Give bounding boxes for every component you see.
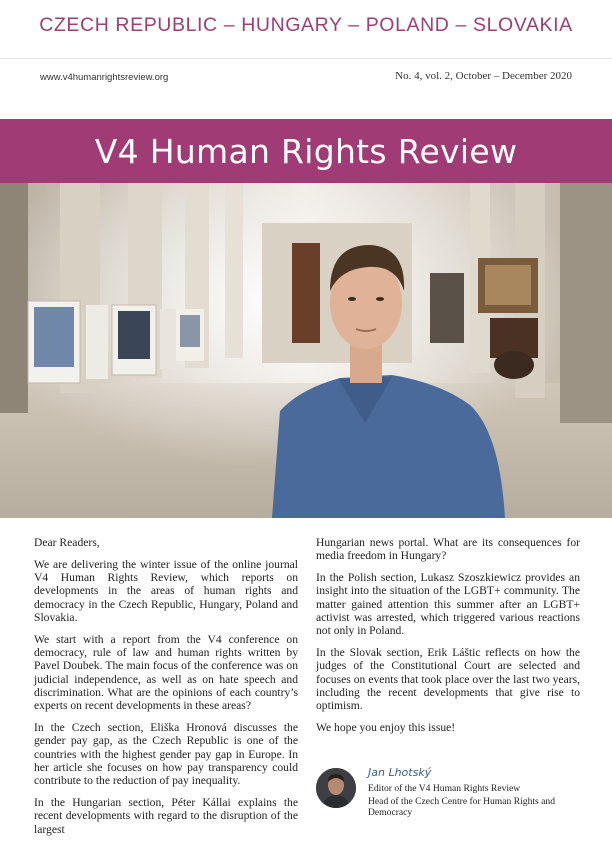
title-band bbox=[0, 119, 612, 183]
signature-name: Jan Lhotský bbox=[368, 766, 432, 779]
signature-position: Head of the Czech Centre for Human Rights and Democracy bbox=[368, 796, 556, 818]
paragraph: Hungarian news portal. What are its consequences for media freedom in Hungary? bbox=[316, 536, 580, 563]
signature-block bbox=[316, 766, 586, 818]
signature-role: Editor of the V4 Human Rights Review bbox=[368, 783, 521, 794]
column-right bbox=[316, 536, 580, 743]
author-avatar-icon bbox=[316, 768, 356, 808]
avatar bbox=[316, 768, 356, 808]
paragraph: We are delivering the winter issue of the online journal V4 Human Rights Review, which reports on developments in the areas of human rights and democracy in the Czech Republic, Hungary, Poland and Slovakia. bbox=[34, 557, 298, 624]
paragraph: In the Slovak section, Erik Láštic reflects on how the judges of the Constitutional Court are selected and focuses on events that took place over the last two years, including the recent developments that give rise to optimism. bbox=[316, 646, 580, 713]
paragraph: We hope you enjoy this issue! bbox=[316, 721, 456, 735]
cover-photo bbox=[0, 183, 612, 518]
column-left bbox=[34, 536, 298, 844]
paragraph: In the Polish section, Lukasz Szoszkiewicz provides an insight into the situation of the LGBT+ community. The matter gained attention this summer after an LGBT+ activist was arrested, which triggered various reactions not only in Poland. bbox=[316, 571, 580, 638]
greeting: Dear Readers, bbox=[34, 536, 100, 549]
issue-info: No. 4, vol. 2, October – December 2020 bbox=[395, 70, 572, 82]
paragraph: In the Hungarian section, Péter Kállai explains the recent developments with regard to the disruption of the largest bbox=[34, 796, 298, 836]
journal-title: V4 Human Rights Review bbox=[94, 131, 518, 171]
countries-banner: CZECH REPUBLIC – HUNGARY – POLAND – SLOVAKIA bbox=[39, 14, 573, 36]
divider bbox=[0, 58, 612, 59]
paragraph: We start with a report from the V4 conference on democracy, rule of law and human rights written by Pavel Doubek. The main focus of the conference was on judicial independence, as well as on hate speech and discrimination. What are the opinions of each country’s experts on recent developments in these areas? bbox=[34, 632, 298, 713]
portrait-photo-icon bbox=[0, 183, 612, 518]
website-url[interactable]: www.v4humanrightsreview.org bbox=[40, 72, 169, 83]
paragraph: In the Czech section, Eliška Hronová discusses the gender pay gap, as the Czech Republic is one of the countries with the highest gender pay gap in Europe. In her article she focuses on how pay transparency could contribute to the reduction of pay inequality. bbox=[34, 721, 298, 788]
